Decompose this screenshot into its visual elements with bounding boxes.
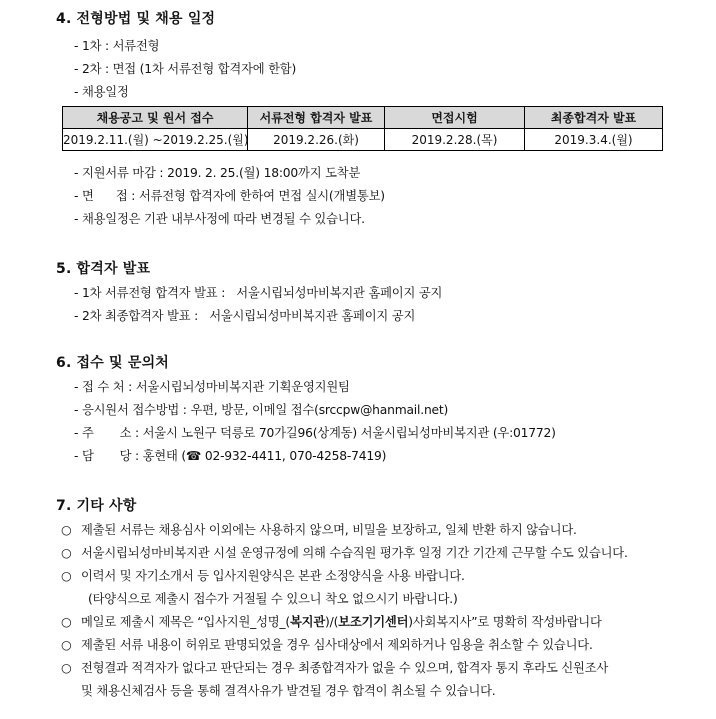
s6-line-1: - 접 수 처 : 서울시립뇌성마비복지관 기획운영지원팀 [74, 380, 350, 394]
s4-line-6: - 채용일정은 기관 내부사정에 따라 변경될 수 있습니다. [74, 212, 365, 226]
section-6-heading: 6. 접수 및 문의처 [56, 355, 170, 371]
s7-item-4-text-e: )사회복지사”로 명확히 작성바랍니다 [408, 615, 602, 629]
s7-item-4-text-a: 메일로 제출시 제목은 “입사지원_성명_( [81, 615, 290, 629]
s7-item-4 [61, 612, 602, 630]
s7-item-1 [61, 520, 577, 538]
phone-icon: ☎ [185, 449, 202, 463]
s4-line-5: - 면 접 : 서류전형 합격자에 한하여 면접 실시(개별통보) [74, 189, 385, 203]
s4-line-2: - 2차 : 면접 (1차 서류전형 합격자에 한함) [74, 62, 297, 76]
s6-line-4-prefix: - 담 당 : 홍현태 ( [74, 449, 186, 463]
bullet-circle-icon: ○ [61, 661, 72, 675]
s7-item-3-text: 이력서 및 자기소개서 등 입사지원양식은 본관 소정양식을 사용 바랍니다. [81, 569, 465, 583]
s4-line-1: - 1차 : 서류전형 [74, 39, 160, 53]
bullet-circle-icon: ○ [61, 569, 72, 583]
bullet-circle-icon: ○ [61, 615, 72, 629]
schedule-header-cell: 채용공고 및 원서 접수 [63, 107, 248, 129]
s4-line-3: - 채용일정 [74, 85, 129, 99]
s6-line-4-numbers: 02-932-4411, 070-4258-7419) [201, 449, 387, 463]
s7-item-5 [61, 635, 593, 653]
schedule-cell: 2019.3.4.(월) [525, 129, 663, 151]
s7-item-3-note: (타양식으로 제출시 접수가 거절될 수 있으니 착오 없으시기 바랍니다.) [88, 592, 458, 606]
schedule-data-row [63, 129, 663, 151]
schedule-header-cell: 최종합격자 발표 [525, 107, 663, 129]
s7-item-2 [61, 543, 628, 561]
s7-item-6-text: 전형결과 적격자가 없다고 판단되는 경우 최종합격자가 없을 수 있으며, 합격자 통지 후라도 신원조사 [81, 661, 609, 675]
schedule-cell: 2019.2.28.(목) [385, 129, 525, 151]
section-5-heading: 5. 합격자 발표 [56, 261, 151, 277]
section-7-heading: 7. 기타 사항 [56, 498, 137, 514]
s6-line-2: - 응시원서 접수방법 : 우편, 방문, 이메일 접수(srccpw@hanmail.net) [74, 403, 449, 417]
s7-item-6 [61, 658, 608, 676]
schedule-header-cell: 면접시험 [385, 107, 525, 129]
schedule-header-row [63, 107, 663, 129]
s6-line-4 [74, 446, 386, 464]
schedule-cell: 2019.2.26.(화) [248, 129, 385, 151]
s7-item-6-cont: 및 채용신체검사 등을 통해 결격사유가 발견될 경우 합격이 취소될 수 있습니다. [81, 684, 496, 698]
s7-item-2-text: 서울시립뇌성마비복지관 시설 운영규정에 의해 수습직원 평가후 일정 기간 기간제 근무할 수도 있습니다. [81, 546, 628, 560]
s4-line-4: - 지원서류 마감 : 2019. 2. 25.(월) 18:00까지 도착분 [74, 166, 361, 180]
schedule-cell: 2019.2.11.(월) ~2019.2.25.(월) [63, 129, 248, 151]
bullet-circle-icon: ○ [61, 638, 72, 652]
s7-item-4-bold-a: 복지관 [289, 615, 326, 629]
schedule-table [62, 106, 663, 151]
bullet-circle-icon: ○ [61, 546, 72, 560]
s7-item-1-text: 제출된 서류는 채용심사 이외에는 사용하지 않으며, 비밀을 보장하고, 일체 반환 하지 않습니다. [81, 523, 577, 537]
s7-item-3 [61, 566, 465, 584]
s7-item-4-bold-b: 보조기기센터 [338, 615, 409, 629]
section-4-heading: 4. 전형방법 및 채용 일정 [56, 11, 216, 27]
s6-line-3: - 주 소 : 서울시 노원구 덕릉로 70가길96(상계동) 서울시립뇌성마비복지관 (우:01772) [74, 426, 556, 440]
s5-line-2: - 2차 최종합격자 발표 : 서울시립뇌성마비복지관 홈페이지 공지 [74, 309, 416, 323]
s5-line-1: - 1차 서류전형 합격자 발표 : 서울시립뇌성마비복지관 홈페이지 공지 [74, 286, 443, 300]
s7-item-5-text: 제출된 서류 내용이 허위로 판명되었을 경우 심사대상에서 제외하거나 임용을 취소할 수 있습니다. [81, 638, 593, 652]
schedule-header-cell: 서류전형 합격자 발표 [248, 107, 385, 129]
bullet-circle-icon: ○ [61, 523, 72, 537]
s7-item-4-text-c: )/( [325, 615, 339, 629]
